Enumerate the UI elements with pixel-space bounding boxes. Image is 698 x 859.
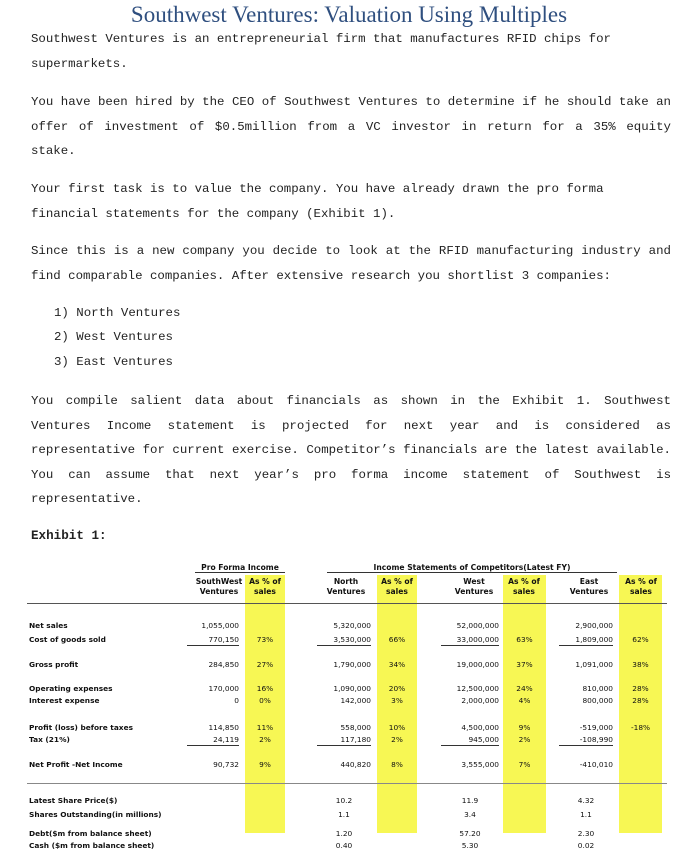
cell-east-interest: 800,000 <box>582 696 613 705</box>
section-divider <box>27 783 667 784</box>
cell-east-pct-cogs: 62% <box>632 635 649 644</box>
header-divider <box>27 603 667 604</box>
cell-sw-gross: 284,850 <box>208 660 239 669</box>
cell-east-cogs: 1,809,000 <box>559 635 613 646</box>
cell-west-cogs: 33,000,000 <box>441 635 499 646</box>
offer-paragraph: You have been hired by the CEO of Southwest Ventures to determine if he should take an offer of investment of $0.5million from a VC investor in return for a 35% equity stake. <box>31 95 671 158</box>
cell-north-cash: 0.40 <box>335 841 353 850</box>
cell-sw-net: 90,732 <box>213 760 239 769</box>
task-paragraph: Your first task is to value the company. You have already drawn the pro forma financial statements for the company (Exhibit 1). <box>31 182 604 221</box>
row-label-interest: Interest expense <box>29 696 100 705</box>
cell-sw-pct-cogs: 73% <box>256 635 274 644</box>
cell-sw-net-sales: 1,055,000 <box>201 621 239 630</box>
cell-west-price: 11.9 <box>461 796 479 805</box>
row-label-opex: Operating expenses <box>29 684 113 693</box>
cell-west-debt: 57.20 <box>459 829 481 838</box>
row-label-net-profit: Net Profit -Net Income <box>29 760 123 769</box>
cell-east-pbt: -519,000 <box>579 723 613 732</box>
cell-north-pct-opex: 20% <box>388 684 406 693</box>
col-west: West Ventures <box>454 577 494 596</box>
list-item-east: 3) East Ventures <box>54 355 173 369</box>
cell-north-pct-tax: 2% <box>391 735 403 744</box>
exhibit-table <box>27 561 667 859</box>
cell-sw-opex: 170,000 <box>208 684 239 693</box>
cell-east-tax: -108,990 <box>559 735 613 746</box>
cell-east-pct-interest: 28% <box>632 696 649 705</box>
cell-east-gross: 1,091,000 <box>575 660 613 669</box>
cell-west-opex: 12,500,000 <box>456 684 499 693</box>
cell-north-shares: 1.1 <box>338 810 350 819</box>
cell-west-pct-pbt: 9% <box>518 723 531 732</box>
cell-north-pct-interest: 3% <box>391 696 403 705</box>
cell-sw-pbt: 114,850 <box>208 723 239 732</box>
competitors-header: Income Statements of Competitors(Latest FY) <box>373 563 571 572</box>
col-southwest: SouthWest Ventures <box>195 577 243 596</box>
row-label-cash: Cash ($m from balance sheet) <box>29 841 155 850</box>
cell-north-net: 440,820 <box>340 760 371 769</box>
cell-north-pct-pbt: 10% <box>388 723 406 732</box>
row-label-tax: Tax (21%) <box>29 735 70 744</box>
cell-west-pct-opex: 24% <box>516 684 533 693</box>
cell-north-pbt: 558,000 <box>340 723 371 732</box>
cell-west-pct-gross: 37% <box>516 660 533 669</box>
cell-east-shares: 1.1 <box>580 810 592 819</box>
cell-west-pbt: 4,500,000 <box>461 723 499 732</box>
cell-sw-interest: 0 <box>234 696 239 705</box>
cell-west-cash: 5.30 <box>461 841 479 850</box>
cell-sw-pct-opex: 16% <box>256 684 274 693</box>
cell-north-net-sales: 5,320,000 <box>333 621 371 630</box>
cell-west-pct-net: 7% <box>518 760 531 769</box>
cell-west-net-sales: 52,000,000 <box>456 621 499 630</box>
pro-forma-header: Pro Forma Income <box>201 563 279 572</box>
comparables-paragraph: Since this is a new company you decide to look at the RFID manufacturing industry and find comparable companies. After extensive research you shortlist 3 companies: <box>31 244 671 283</box>
cell-north-cogs: 3,530,000 <box>317 635 371 646</box>
col-west-pct: As % of sales <box>508 577 540 596</box>
cell-east-cash: 0.02 <box>577 841 595 850</box>
list-item-west: 2) West Ventures <box>54 330 173 344</box>
row-label-gross-profit: Gross profit <box>29 660 79 669</box>
cell-north-pct-net: 8% <box>391 760 403 769</box>
cell-sw-pct-pbt: 11% <box>256 723 274 732</box>
cell-north-tax: 117,180 <box>317 735 371 746</box>
cell-east-pct-opex: 28% <box>632 684 649 693</box>
cell-sw-pct-tax: 2% <box>259 735 271 744</box>
row-label-cogs: Cost of goods sold <box>29 635 106 644</box>
cell-east-net: -410,010 <box>579 760 613 769</box>
cell-sw-tax: 24,119 <box>187 735 239 746</box>
cell-east-pct-gross: 38% <box>632 660 649 669</box>
cell-north-opex: 1,090,000 <box>333 684 371 693</box>
row-label-pbt: Profit (loss) before taxes <box>29 723 133 732</box>
financials-paragraph: You compile salient data about financials as shown in the Exhibit 1. Southwest Ventures Income statement is projected for next year and is considered as representative for current exercise. Competitor’s financials are the latest available. You can assume that next year’s pro forma income statement of Southwest is representative. <box>31 394 671 506</box>
cell-east-debt: 2.30 <box>577 829 595 838</box>
exhibit-label: Exhibit 1: <box>31 529 107 543</box>
row-label-debt: Debt($m from balance sheet) <box>29 829 152 838</box>
cell-east-opex: 810,000 <box>582 684 613 693</box>
cell-north-interest: 142,000 <box>340 696 371 705</box>
cell-west-interest: 2,000,000 <box>461 696 499 705</box>
list-item-north: 1) North Ventures <box>54 306 181 320</box>
cell-sw-cogs: 770,150 <box>187 635 239 646</box>
row-label-net-sales: Net sales <box>29 621 68 630</box>
page-title: Southwest Ventures: Valuation Using Multiples <box>130 2 568 27</box>
cell-sw-pct-gross: 27% <box>256 660 274 669</box>
cell-north-pct-cogs: 66% <box>388 635 406 644</box>
col-east: East Ventures <box>569 577 609 596</box>
cell-west-net: 3,555,000 <box>461 760 499 769</box>
cell-sw-pct-interest: 0% <box>259 696 271 705</box>
col-east-pct: As % of sales <box>625 577 657 596</box>
cell-sw-pct-net: 9% <box>259 760 271 769</box>
cell-west-tax: 945,000 <box>441 735 499 746</box>
col-north-pct: As % of sales <box>381 577 413 596</box>
col-north: North Ventures <box>326 577 366 596</box>
col-sw-pct: As % of sales <box>249 577 281 596</box>
cell-north-price: 10.2 <box>335 796 353 805</box>
cell-west-pct-cogs: 63% <box>516 635 533 644</box>
row-label-shares: Shares Outstanding(in millions) <box>29 810 162 819</box>
cell-west-shares: 3.4 <box>464 810 476 819</box>
cell-east-pct-pbt: -18% <box>630 723 651 732</box>
cell-north-debt: 1.20 <box>335 829 353 838</box>
cell-west-pct-interest: 4% <box>518 696 531 705</box>
cell-west-gross: 19,000,000 <box>456 660 499 669</box>
cell-east-price: 4.32 <box>577 796 595 805</box>
cell-north-pct-gross: 34% <box>388 660 406 669</box>
cell-north-gross: 1,790,000 <box>333 660 371 669</box>
cell-east-net-sales: 2,900,000 <box>575 621 613 630</box>
row-label-share-price: Latest Share Price($) <box>29 796 118 805</box>
intro-paragraph: Southwest Ventures is an entrepreneurial firm that manufactures RFID chips for supermarkets. <box>31 32 611 71</box>
cell-west-pct-tax: 2% <box>518 735 531 744</box>
